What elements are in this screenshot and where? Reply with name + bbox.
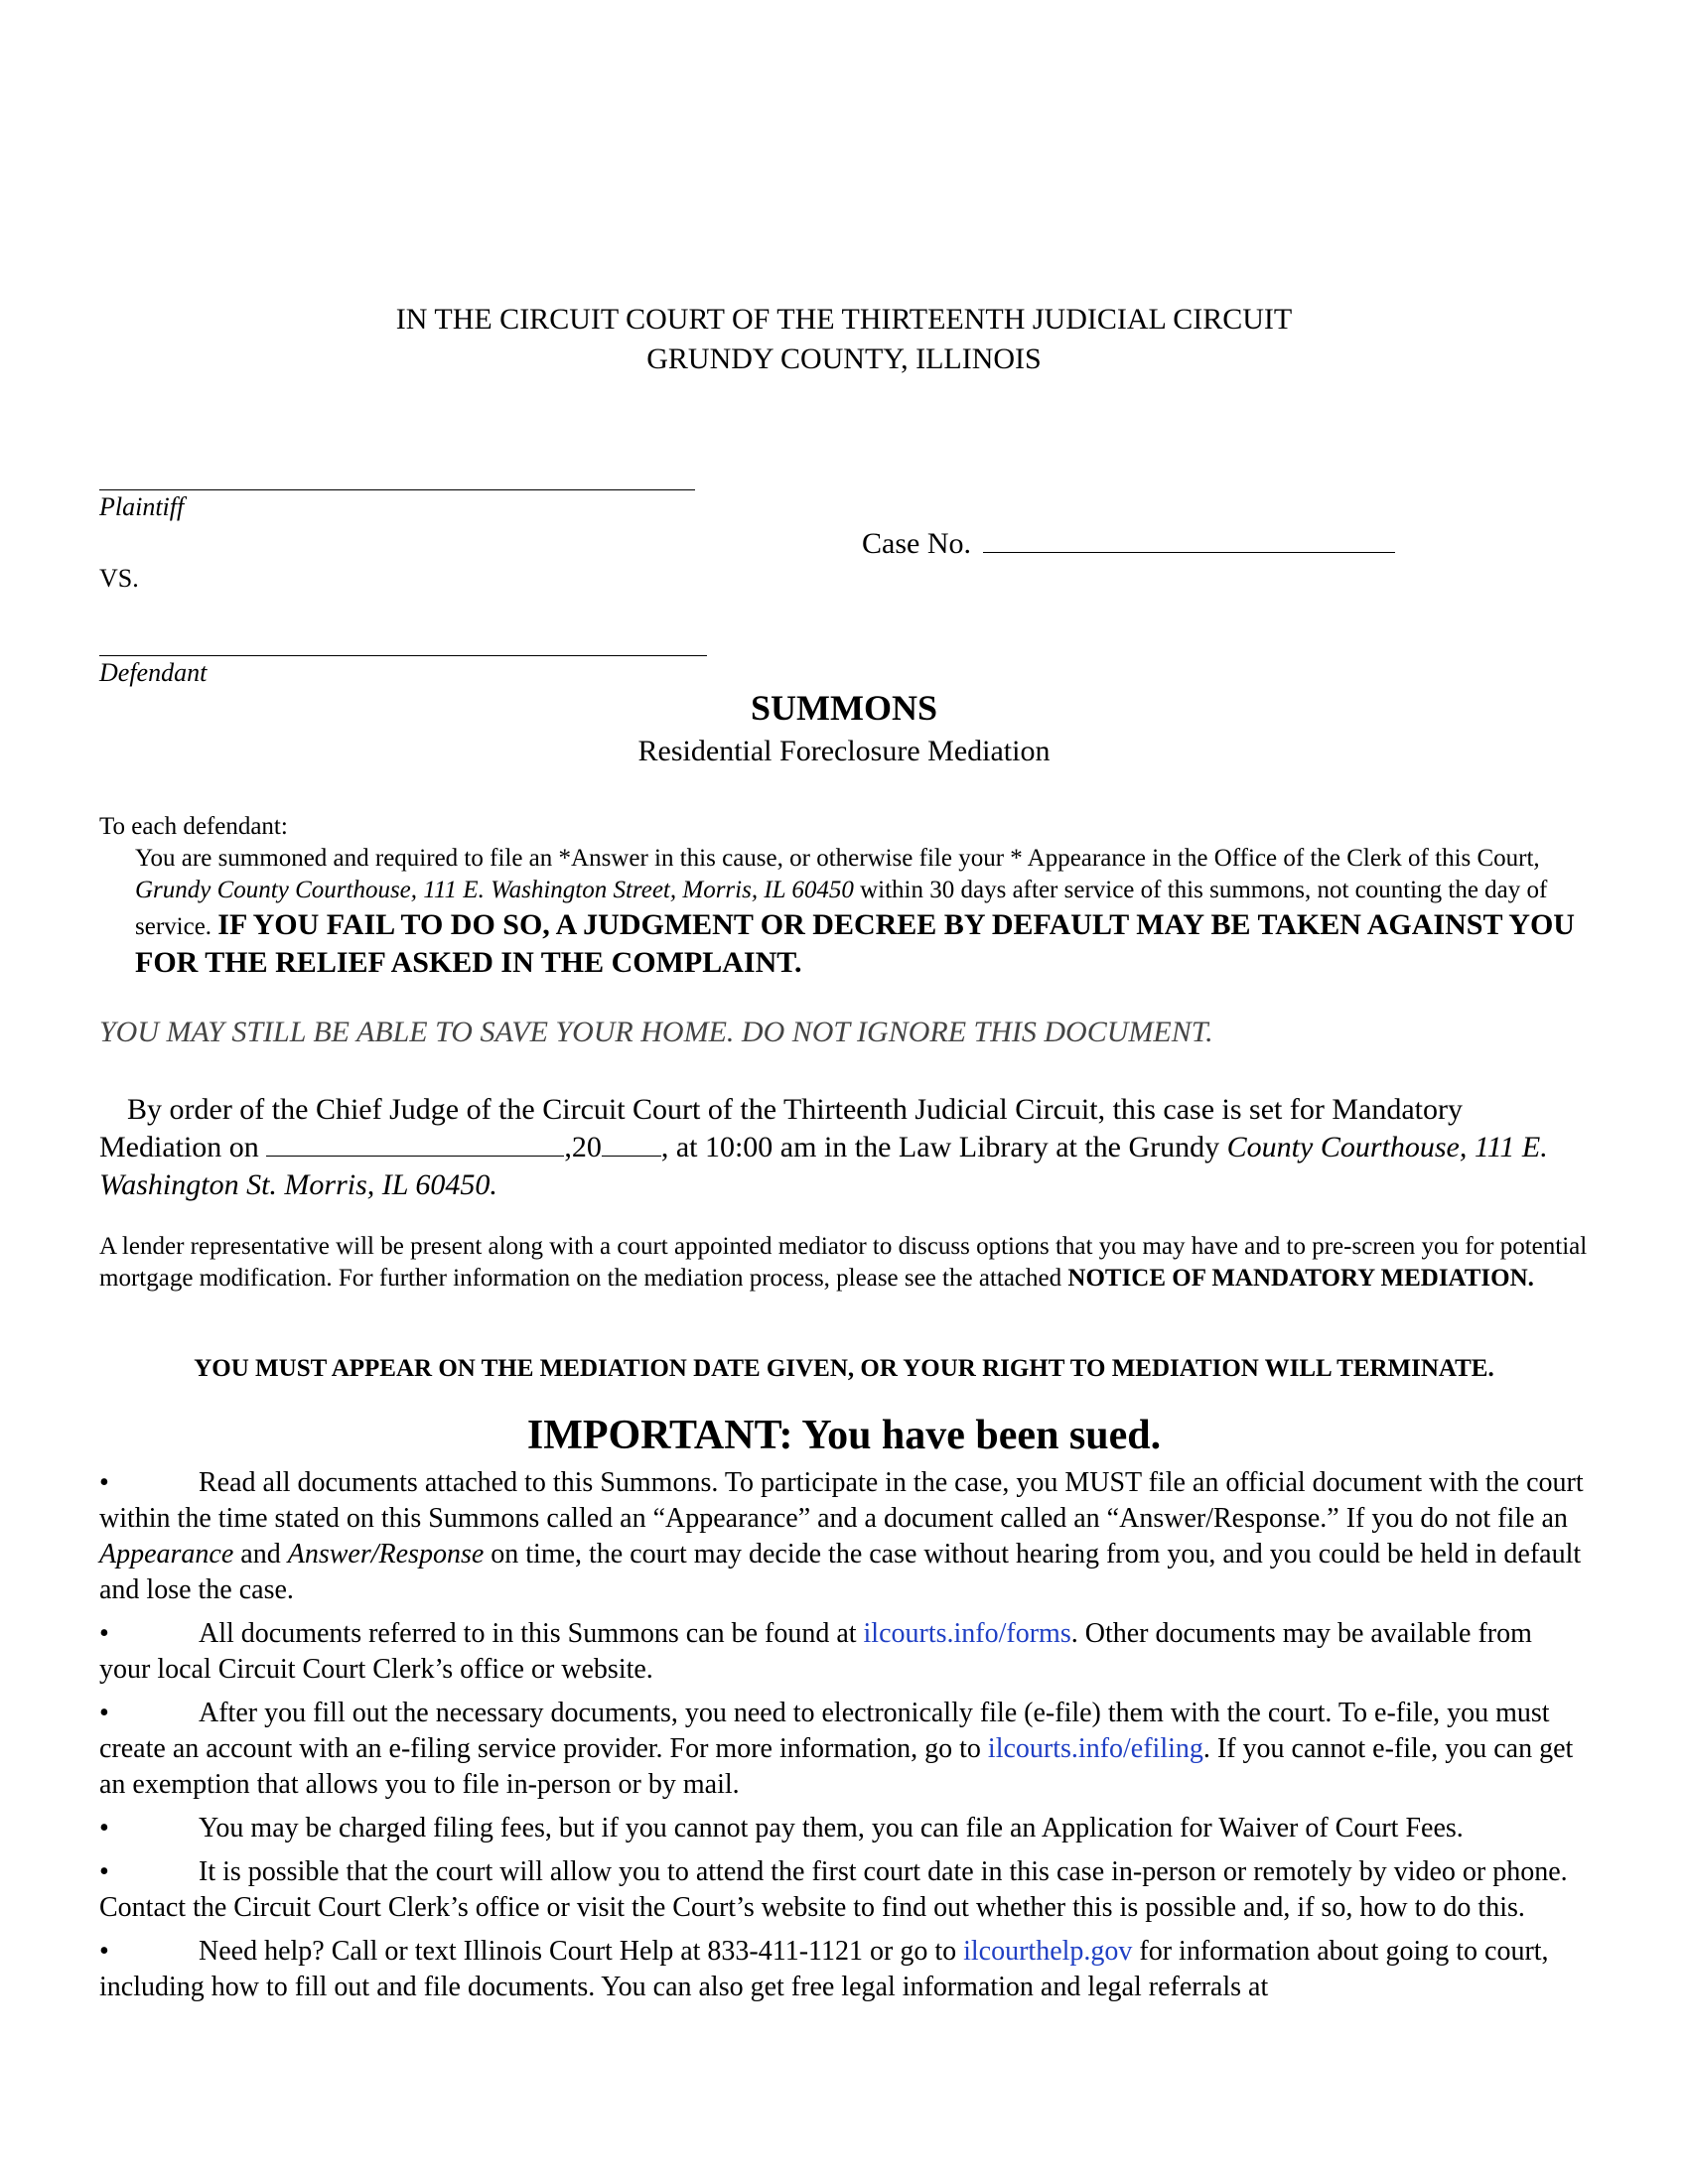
summons-instructions [99,843,1589,982]
bullet-item [99,1811,1589,1846]
bullet4-text: You may be charged filing fees, but if you cannot pay them, you can file an Application for Waiver of Court Fees. [199,1813,1464,1843]
important-bullets [99,1465,1589,2013]
courthelp-link[interactable]: ilcourthelp.gov [963,1936,1133,1967]
order-address: County Courthouse, 111 E. Washington St. Morris, IL 60450. [99,1131,1548,1201]
case-number-blank[interactable] [983,526,1395,553]
mediation-date-blank[interactable] [266,1134,564,1157]
order-text-b: , at 10:00 am in the Law Library at the Grundy [660,1131,1227,1163]
bullet-item [99,1934,1589,2005]
courthouse-address: Grundy County Courthouse, 111 E. Washington Street, Morris, IL 60450 [135,877,854,903]
bullet1-text-b: on time, the court may decide the case without hearing from you, and you could be held in default and lose the case. [99,1539,1582,1605]
bullet-icon: • [99,1467,109,1498]
bullet-icon: • [99,1856,109,1887]
defendant-label: Defendant [99,658,208,687]
bullet3-text-b: . If you cannot e-file, you can get an exemption that allows you to file in-person or by mail. [99,1733,1574,1800]
para1-text-a: You are summoned and required to file an *Answer in this cause, or otherwise file your * Appearance in the Office of the Clerk of this Court, [135,845,1540,872]
bullet6-text-b: for information about going to court, including how to fill out and file documents. You can also get free legal information and legal referrals at [99,1936,1549,2002]
summons-subtitle: Residential Foreclosure Mediation [637,735,1051,767]
bullet1-text-a: Read all documents attached to this Summons. To participate in the case, you MUST file an official document with the court within the time stated on this Summons called an “Appearance” and a document called an “Answer/Response.” If you do not file an [99,1467,1584,1534]
bullet-item [99,1616,1589,1688]
bullet-item [99,1854,1589,1926]
must-appear-notice: YOU MUST APPEAR ON THE MEDIATION DATE GIVEN, OR YOUR RIGHT TO MEDIATION WILL TERMINATE. [194,1355,1494,1382]
summons-paragraph [99,811,1589,982]
bullet-icon: • [99,1813,109,1843]
bullet6-text-a: Need help? Call or text Illinois Court Help at 833-411-1121 or go to [199,1936,964,1967]
versus-label: VS. [99,564,139,593]
mediation-order [99,1091,1589,1204]
lender-text: A lender representative will be present along with a court appointed mediator to discuss options that you may have and to pre-screen you for potential mortgage modification. For further information on the mediation process, please see the attached [99,1233,1588,1292]
bullet-icon: • [99,1698,109,1728]
court-header-line1: IN THE CIRCUIT COURT OF THE THIRTEENTH JUDICIAL CIRCUIT [395,303,1293,336]
to-each-defendant: To each defendant: [99,813,288,840]
bullet1-appearance: Appearance [99,1539,234,1570]
case-number-field[interactable] [862,526,1395,561]
summons-title: SUMMONS [751,688,937,728]
bullet-item [99,1696,1589,1803]
forms-link[interactable]: ilcourts.info/forms [863,1618,1071,1649]
default-warning: IF YOU FAIL TO DO SO, A JUDGMENT OR DECREE BY DEFAULT MAY BE TAKEN AGAINST YOU FOR THE RELIEF ASKED IN THE COMPLAINT. [135,908,1575,979]
notice-of-mediation: NOTICE OF MANDATORY MEDIATION. [1067,1265,1534,1292]
bullet-icon: • [99,1936,109,1967]
important-title: IMPORTANT: You have been sued. [526,1413,1162,1458]
defendant-line[interactable] [99,655,707,656]
bullet-icon: • [99,1618,109,1649]
bullet2-text-b: . Other documents may be available from your local Circuit Court Clerk’s office or website. [99,1618,1532,1685]
order-year: ,20 [564,1131,602,1163]
plaintiff-line[interactable] [99,489,695,490]
order-text-a: By order of the Chief Judge of the Circuit Court of the Thirteenth Judicial Circuit, this case is set for Mandatory Mediation on [99,1093,1463,1163]
bullet1-answer: Answer/Response [287,1539,485,1570]
bullet2-text-a: All documents referred to in this Summons can be found at [199,1618,864,1649]
court-header-line2: GRUNDY COUNTY, ILLINOIS [646,342,1042,375]
plaintiff-label: Plaintiff [99,492,185,521]
para1-text-b: within 30 days after service of this summons, not counting the day of service. [135,877,1548,940]
case-number-label: Case No. [862,527,971,560]
bullet-item [99,1465,1589,1608]
bullet5-text: It is possible that the court will allow you to attend the first court date in this case in-person or remotely by video or phone. Contact the Circuit Court Clerk’s office or visit the Court’s website to find out whether this is possible and, if so, how to do this. [99,1856,1568,1923]
efiling-link[interactable]: ilcourts.info/efiling [987,1733,1203,1764]
mediation-year-blank[interactable] [602,1134,661,1157]
save-home-notice: YOU MAY STILL BE ABLE TO SAVE YOUR HOME. DO NOT IGNORE THIS DOCUMENT. [99,1016,1213,1048]
bullet1-and: and [233,1539,288,1570]
lender-paragraph [99,1231,1589,1295]
bullet3-text-a: After you fill out the necessary documents, you need to electronically file (e-file) them with the court. To e-file, you must create an account with an e-filing service provider. For more information, go to [99,1698,1550,1764]
court-header [0,300,1688,379]
